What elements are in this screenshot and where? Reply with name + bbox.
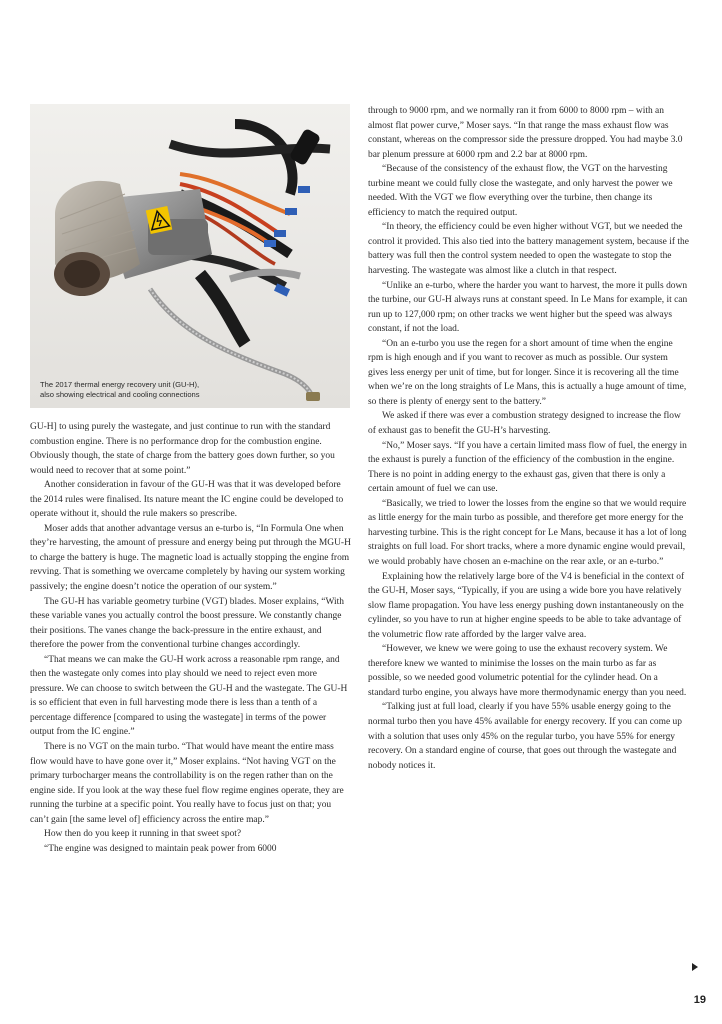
paragraph: through to 9000 rpm, and we normally ran it from 6000 to 8000 rpm – with an almost flat power curve,” Moser says. “In that range the mass exhaust flow was constant, whereas on the compressor side the pressure dropped. You had maybe 3.0 bar plenum pressure at 6000 rpm and 2.2 bar at 8000 rpm.	[368, 106, 683, 160]
paragraph: “On an e-turbo you use the regen for a short amount of time when the engine rpm is high enough and if you want to recover as much as possible. Our system gives less energy per unit of time, but for longer. Since it is recovering all the time when we’re on the long straights of Le Mans, this is actually a huge amount of time, so there is plenty of energy sent to the battery.”	[368, 338, 687, 407]
paragraph: “Unlike an e-turbo, where the harder you want to harvest, the more it pulls down the turbine, our GU-H always runs at constant speed. In Le Mans for example, it can run up to 127,000 rpm; on other tracks we went higher but the speed was always constant, if not the load.	[368, 280, 688, 335]
gu-h-illustration	[30, 104, 350, 408]
paragraph: Another consideration in favour of the GU-H was that it was developed before the 2014 rules were finalised. Its nature meant the IC engine could be developed to operate without it, should the rule makers so prescribe.	[30, 480, 344, 520]
paragraph: There is no VGT on the main turbo. “That would have meant the entire mass flow would have to have gone over it,” Moser explains. “Not having VGT on the primary turbocharger means the controllability is on the regen rather than on the engine side. If you look at the way these fuel flow regime engines operate, they are running the turbine at a specific point. You really have to focus just on that; you can’t gain [the same level of] efficiency across the entire map.”	[30, 742, 344, 825]
paragraph: How then do you keep it running in that sweet spot?	[44, 829, 242, 840]
caption-line: also showing electrical and cooling connections	[40, 390, 200, 399]
paragraph: “That means we can make the GU-H work across a reasonable rpm range, and then the wastegate only comes into play should we need to reject even more pressure. We can choose to switch between the GU-H and the wastegate. The GU-H is so efficient that even in full harvesting mode there is less than a tenth of a percentage difference [compared to using the wastegate] in terms of the power output from the IC engine.”	[30, 654, 348, 738]
left-text-column	[30, 420, 352, 856]
triangle-right-icon	[692, 963, 698, 971]
paragraph: “No,” Moser says. “If you have a certain limited mass flow of fuel, the energy in the exhaust is purely a function of the efficiency of the combustion in the engine. There is no point in adding energy to the exhaust gas, given that there is only a certain amount of fuel we can use.	[368, 440, 687, 495]
caption-line: The 2017 thermal energy recovery unit (GU-H),	[40, 380, 200, 389]
paragraph: GU-H] to using purely the wastegate, and just continue to run with the standard combustion engine. There is no performance drop for the combustion engine. Obviously though, the state of charge from the battery goes down further, so you would need to recover that at some point.”	[30, 422, 335, 476]
paragraph: We asked if there was ever a combustion strategy designed to increase the flow of exhaust gas to benefit the GU-H’s harvesting.	[368, 411, 681, 437]
gu-h-photo	[30, 104, 350, 408]
paragraph: “The engine was designed to maintain peak power from 6000	[44, 843, 277, 854]
figure-caption	[40, 380, 340, 400]
paragraph: “In theory, the efficiency could be even higher without VGT, but we needed the control it provided. This also tied into the battery management system, because if the battery was full then the control system needed to open the wastegate to stop the harvesting. The wastegate was almost like a clutch in that respect.	[368, 222, 689, 277]
paragraph: “However, we knew we were going to use the exhaust recovery system. We therefore knew we wanted to minimise the losses on the main turbo as far as possible, so we needed good volumetric potential for the cylinder head. On a standard turbo engine, you always have more thermodynamic energy than you need.	[368, 644, 687, 698]
paragraph: “Because of the consistency of the exhaust flow, the VGT on the harvesting turbine meant we could fully close the wastegate, and only harvest the power we needed. With the VGT we flow everything over the turbine, then change its efficiency to match the required output.	[368, 164, 673, 218]
page-number: 19	[693, 994, 706, 1006]
paragraph: “Basically, we tried to lower the losses from the engine so that we would require as little energy for the main turbo as possible, and therefore get more energy for the harvesting turbine. This is the right concept for Le Mans, because it has a lot of long straights on full load. For short tracks, where a more dynamic engine would prevail, we would probably have chosen an e-machine on the rear axle, or an e-turbo.”	[368, 498, 687, 567]
paragraph: Moser adds that another advantage versus an e-turbo is, “In Formula One when they’re harvesting, the amount of pressure and energy being put through the MGU-H to charge the battery is huge. The magnetic load is actually stopping the engine from revving. That is something we overcame completely by having our system working passively; the engine doesn’t notice the operation of our system.”	[30, 523, 351, 593]
paragraph: The GU-H has variable geometry turbine (VGT) blades. Moser explains, “With these variable vanes you actually control the boost pressure. We constantly change their positions. The vanes change the back-pressure in the entire exhaust, and therefore the power from the conventional turbine changes accordingly.	[30, 596, 344, 651]
paragraph: Explaining how the relatively large bore of the V4 is beneficial in the context of the GU-H, Moser says, “Typically, if you are using a wide bore you have relatively slow flame propagation. You have less energy pushing down instantaneously on the cylinder, so you have to run at higher engine speeds to be able to take advantage of the volumetric flow rate afforded by the larger valve area.	[368, 571, 685, 640]
paragraph: “Talking just at full load, clearly if you have 55% usable energy going to the normal turbo then you have 45% available for energy recovery. If you can come up with a solution that uses only 45% on the regular turbo, you have 55% for energy recovery. On a standard engine of course, that goes out through the wastegate and nobody notices it.	[368, 702, 682, 771]
right-text-column	[368, 104, 690, 773]
